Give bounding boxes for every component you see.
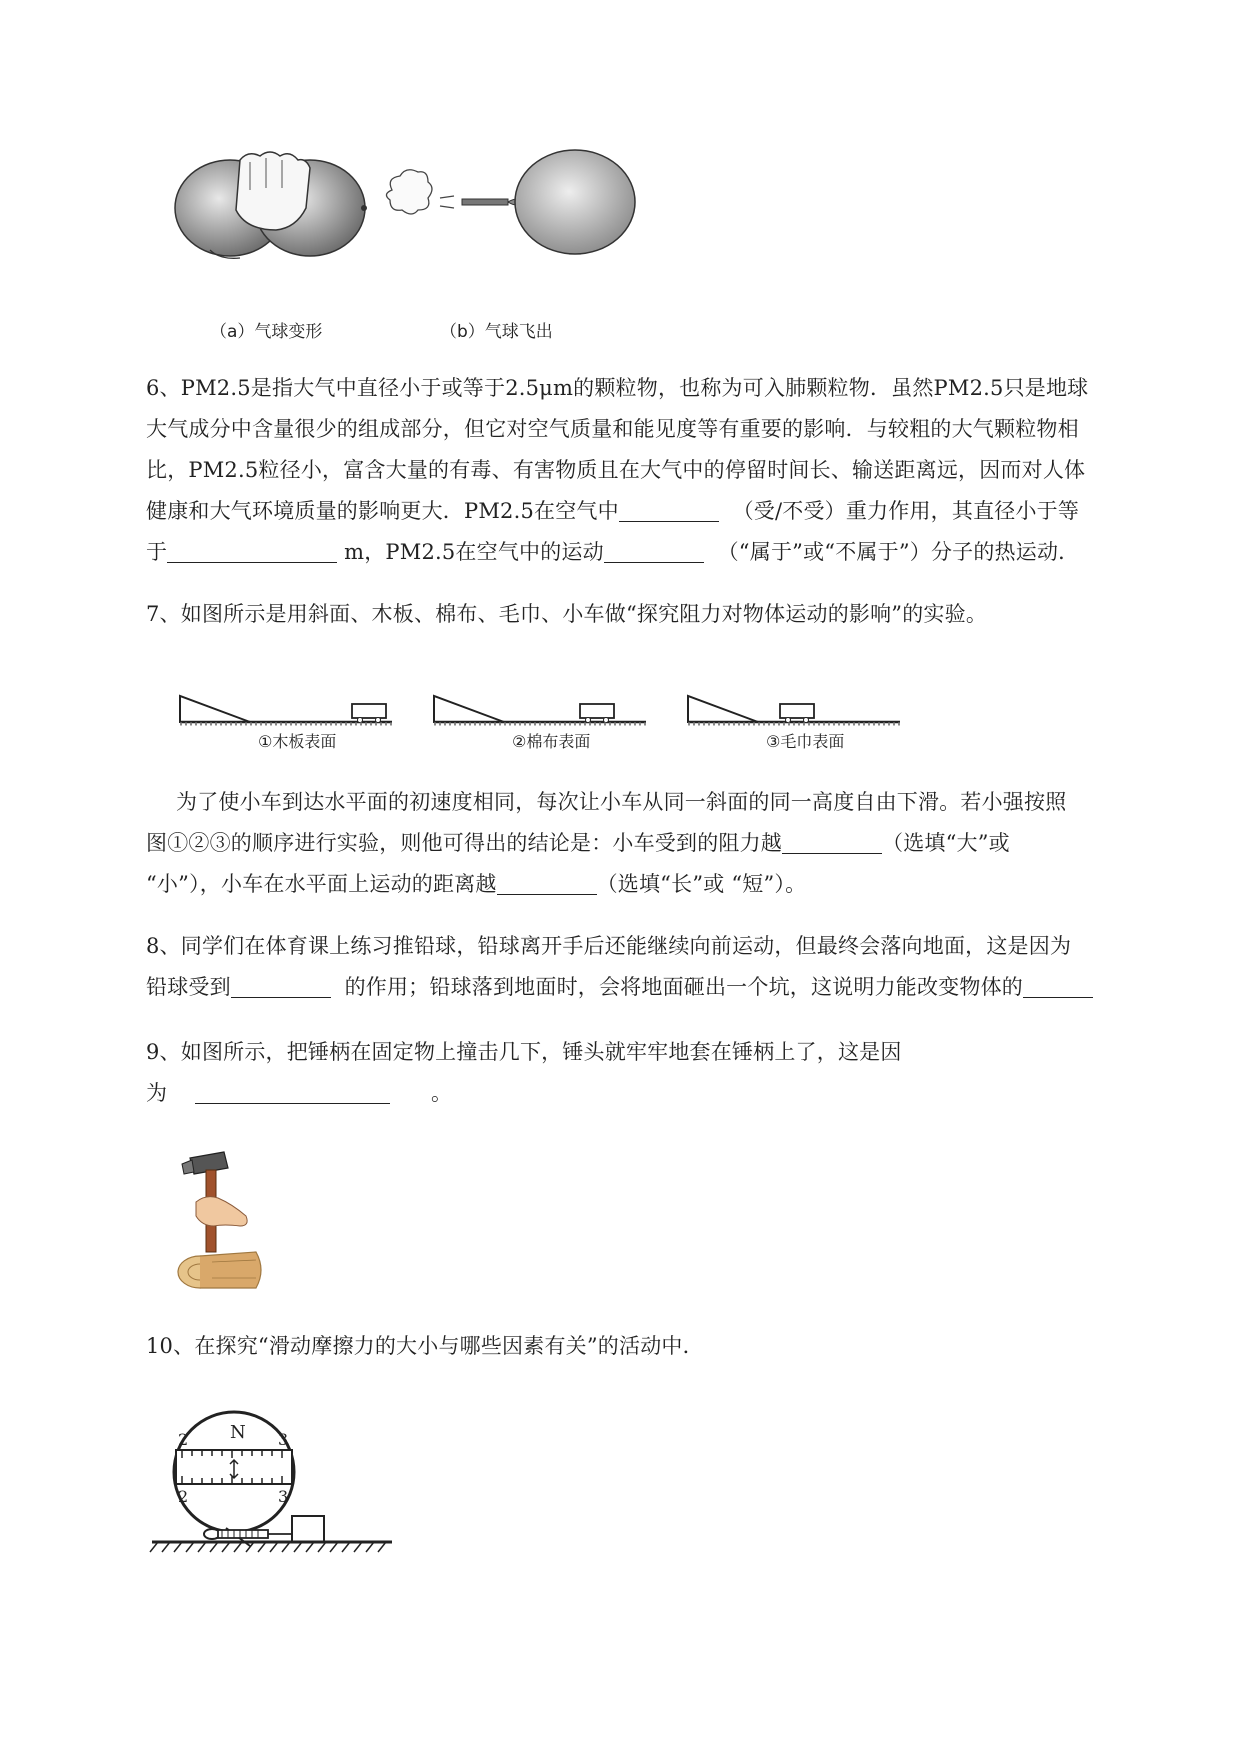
q6-line-4-text: 健康和大气环境质量的影响更大．PM2.5在空气中 <box>146 499 619 523</box>
spring-scale-icon <box>204 1529 292 1539</box>
flying-balloon-icon <box>386 150 635 254</box>
q7-line-4 <box>146 864 1156 905</box>
q6-line-5-text-end: （“属于”或“不属于”）分子的热运动． <box>717 540 1080 564</box>
q7-blank-resistance[interactable] <box>782 827 882 854</box>
q6-line-4 <box>146 491 1156 532</box>
dial-tick-3-bottom: 3 <box>278 1487 289 1506</box>
q9-blank-reason[interactable] <box>195 1077 390 1104</box>
ground-surface <box>150 1542 392 1552</box>
question-6 <box>146 368 1156 573</box>
question-7 <box>146 594 1156 635</box>
q7-blank-distance[interactable] <box>497 868 597 895</box>
q9-line-2-text-end: 。 <box>430 1081 453 1105</box>
wood-log-icon <box>178 1252 261 1288</box>
q7-line-2: 为了使小车到达水平面的初速度相同，每次让小车从同一斜面的同一高度自由下滑。若小强按照 <box>176 790 1067 814</box>
q7-line-3 <box>146 823 1156 864</box>
dial-unit-n: N <box>230 1422 246 1443</box>
caption-balloon-flies: （b）气球飞出 <box>440 322 553 342</box>
setup-towel-surface <box>688 696 900 724</box>
q6-line-5-text: 于 <box>146 540 168 564</box>
question-9 <box>146 1032 1156 1114</box>
q6-line-1: 6、PM2.5是指大气中直径小于或等于2.5μm的颗粒物，也称为可入肺颗粒物．虽然PM2.5只是地球 <box>146 376 1089 400</box>
q6-line-2: 大气成分中含量很少的组成部分，但它对空气质量和能见度等有重要的影响．与较粗的大气颗粒物相 <box>146 417 1079 441</box>
q6-blank-diameter[interactable] <box>167 536 337 563</box>
q9-line-2 <box>146 1073 1156 1114</box>
q8-line-1: 8、同学们在体育课上练习推铅球，铅球离开手后还能继续向前运动，但最终会落向地面，这是因为 <box>146 934 1072 958</box>
dial-tick-2-top: 2 <box>178 1430 189 1449</box>
question-10 <box>146 1326 1156 1367</box>
q6-line-5-text-mid: m，PM2.5在空气中的运动 <box>344 540 604 564</box>
setup-wood-surface <box>180 696 392 724</box>
setup-cotton-surface <box>434 696 646 724</box>
question-7-body <box>146 782 1156 905</box>
question-8 <box>146 926 1156 1008</box>
q10-line-1: 10、在探究“滑动摩擦力的大小与哪些因素有关”的活动中． <box>146 1334 704 1358</box>
label-cotton-surface: ②棉布表面 <box>512 732 591 751</box>
q8-line-2-text: 铅球受到 <box>146 975 231 999</box>
q7-line-3-text: 图①②③的顺序进行实验，则他可得出的结论是：小车受到的阻力越 <box>146 831 782 855</box>
q7-line-4-text-end: （选填“长”或 “短”）。 <box>596 872 807 896</box>
balloon-figure <box>170 150 690 270</box>
q6-line-4-text-end: （受/不受）重力作用，其直径小于等 <box>732 499 1080 523</box>
spring-scale-figure <box>152 1408 452 1548</box>
q9-line-2-text: 为 <box>146 1081 168 1105</box>
q7-line-4-text: “小”），小车在水平面上运动的距离越 <box>146 872 497 896</box>
dial-tick-2-bottom: 2 <box>178 1487 189 1506</box>
q6-line-3: 比，PM2.5粒径小，富含大量的有毒、有害物质且在大气中的停留时间长、输送距离远，因而对人体 <box>146 458 1086 482</box>
q7-line-3-text-end: （选填“大”或 <box>882 831 1010 855</box>
label-wood-surface: ①木板表面 <box>258 732 337 751</box>
caption-balloon-deformed: （a）气球变形 <box>210 322 323 342</box>
dial-tick-3-top: 3 <box>278 1430 289 1449</box>
label-towel-surface: ③毛巾表面 <box>766 732 845 751</box>
q9-line-1: 9、如图所示，把锤柄在固定物上撞击几下，锤头就牢牢地套在锤柄上了，这是因 <box>146 1040 902 1064</box>
q8-blank-property[interactable] <box>1023 971 1093 998</box>
q8-line-2-text-end: 的作用；铅球落到地面时，会将地面砸出一个坑，这说明力能改变物体的 <box>344 975 1023 999</box>
squeezed-balloon-icon <box>175 152 367 258</box>
wooden-block <box>292 1516 324 1542</box>
hand-icon <box>196 1197 247 1226</box>
q6-blank-motion[interactable] <box>604 536 704 563</box>
q7-line-1: 7、如图所示是用斜面、木板、棉布、毛巾、小车做“探究阻力对物体运动的影响”的实验。 <box>146 602 988 626</box>
hammer-figure <box>172 1150 272 1290</box>
q6-blank-gravity[interactable] <box>619 495 719 522</box>
q6-line-5 <box>146 532 1156 573</box>
q8-blank-force[interactable] <box>231 971 331 998</box>
q8-line-2 <box>146 967 1156 1008</box>
